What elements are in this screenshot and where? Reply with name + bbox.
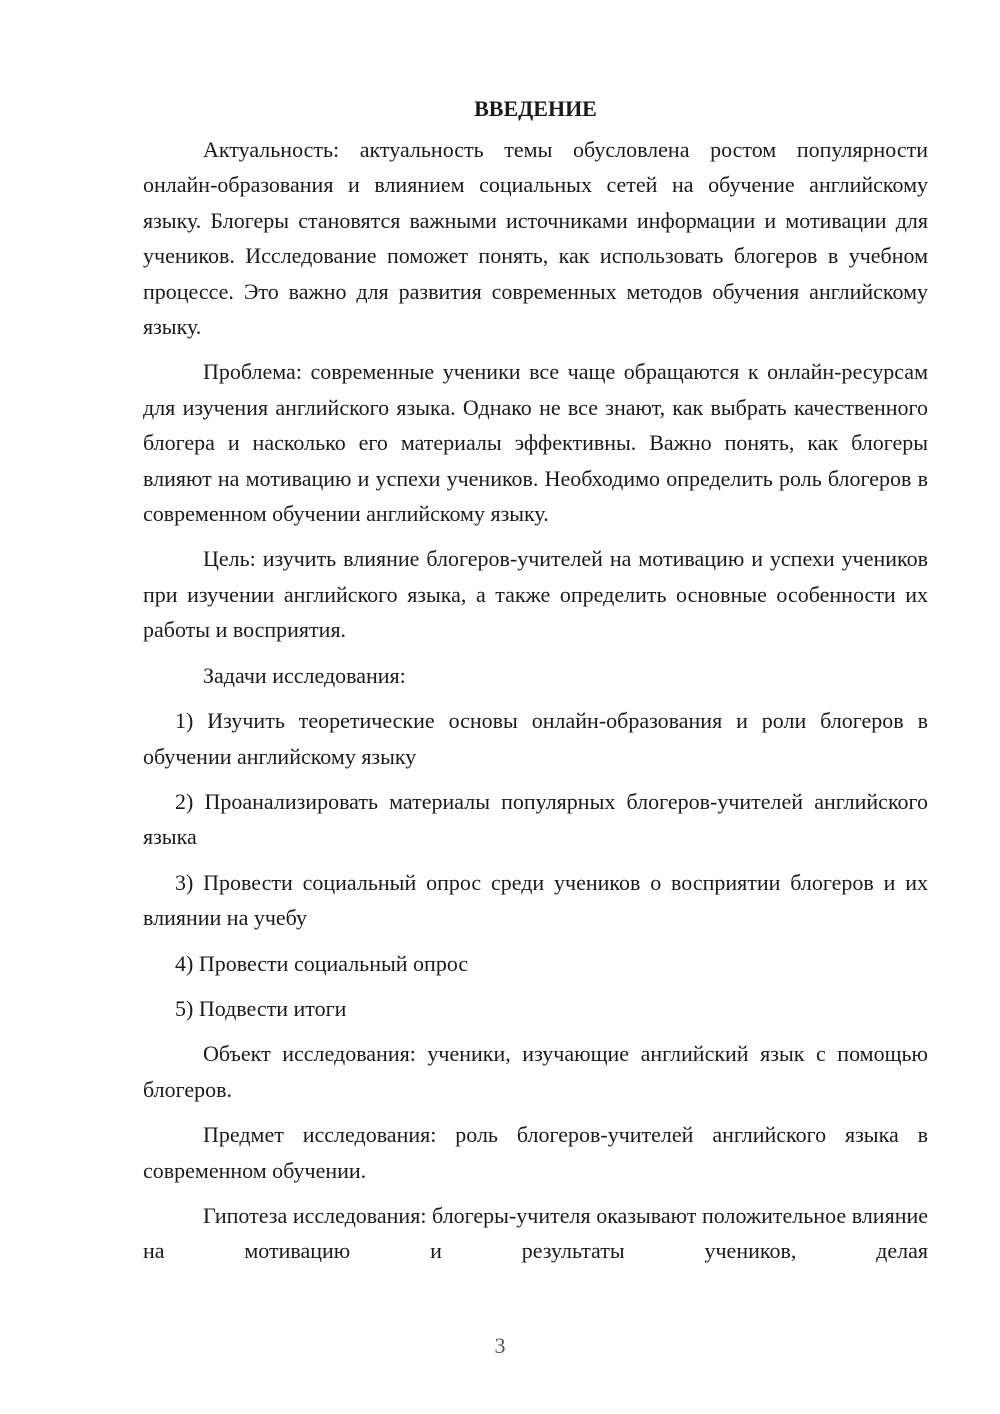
object-paragraph: Объект исследования: ученики, изучающие английский язык с помощью блогеров.: [143, 1041, 928, 1102]
goal-paragraph: Цель: изучить влияние блогеров-учителей на мотивацию и успехи учеников при изучении английского языка, а также определить основные особенности их работы и восприятия.: [143, 546, 928, 643]
task-item: 1) Изучить теоретические основы онлайн-образования и роли блогеров в обучении английскому языку: [143, 708, 928, 769]
task-item: 2) Проанализировать материалы популярных блогеров-учителей английского языка: [143, 788, 928, 850]
page-number: 3: [494, 1333, 506, 1358]
relevance-paragraph: Актуальность: актуальность темы обусловлена ростом популярности онлайн-образования и влиянием социальных сетей на обучение английскому языку. Блогеры становятся важными источниками информации и мотивации для учеников. Исследование поможет понять, как использовать блогеров в учебном процессе. Это важно для развития современных методов обучения английскому языку.: [143, 137, 928, 340]
tasks-heading: Задачи исследования:: [203, 662, 406, 688]
document-page: [143, 92, 928, 1279]
hypothesis-paragraph: Гипотеза исследования: блогеры-учителя оказывают положительное влияние на мотивацию и результаты учеников, делая: [143, 1202, 928, 1264]
task-item: 4) Провести социальный опрос: [175, 950, 469, 976]
task-item: 3) Провести социальный опрос среди учеников о восприятии блогеров и их влиянии на учебу: [143, 869, 928, 931]
problem-paragraph: Проблема: современные ученики все чаще обращаются к онлайн-ресурсам для изучения английского языка. Однако не все знают, как выбрать качественного блогера и насколько его материалы эффективны. Важно понять, как блогеры влияют на мотивацию и успехи учеников. Необходимо определить роль блогеров в современном обучении английскому языку.: [143, 359, 928, 527]
section-title: ВВЕДЕНИЕ: [474, 96, 597, 121]
task-item: 5) Подвести итоги: [175, 995, 347, 1021]
subject-paragraph: Предмет исследования: роль блогеров-учителей английского языка в современном обучении.: [143, 1122, 928, 1183]
